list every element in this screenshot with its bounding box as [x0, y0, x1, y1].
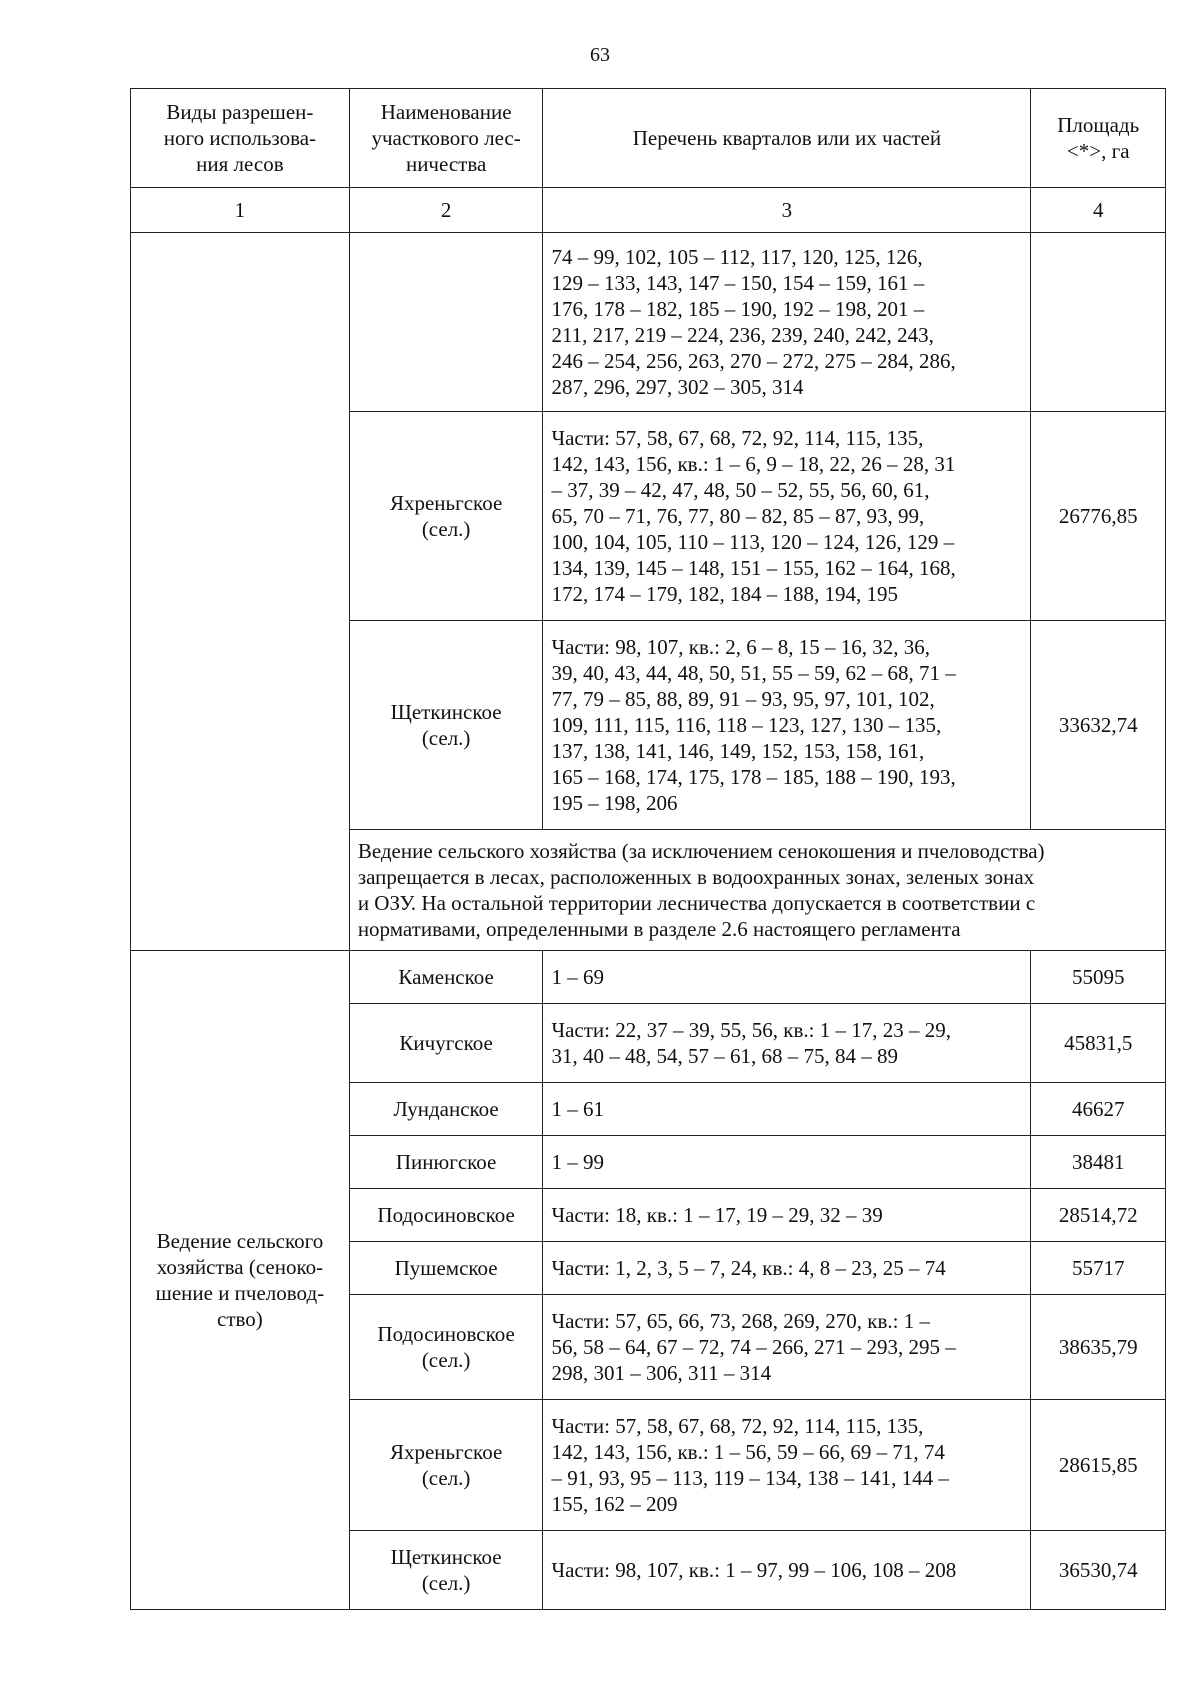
quarter-list-line: 142, 143, 156, кв.: 1 – 56, 59 – 66, 69 – 71, 74 — [551, 1440, 945, 1464]
usage-type-cell — [131, 233, 350, 951]
header-quarter-list — [543, 89, 1031, 188]
usage-note-line: нормативами, определенными в разделе 2.6 настоящего регламента — [357, 917, 961, 941]
header-quarter-list-line: Перечень кварталов или их частей — [632, 126, 942, 150]
header-area-line: Площадь — [1057, 113, 1140, 137]
quarter-list — [543, 412, 1031, 621]
area-value-line: 36530,74 — [1058, 1558, 1138, 1582]
column-number-2 — [349, 188, 543, 233]
area-value — [1031, 1400, 1166, 1531]
quarter-list-line: Части: 1, 2, 3, 5 – 7, 24, кв.: 4, 8 – 23, 25 – 74 — [551, 1256, 946, 1280]
forestry-name — [349, 1189, 543, 1242]
area-value — [1031, 233, 1166, 412]
column-number-2-line: 2 — [440, 198, 452, 222]
forestry-name — [349, 621, 543, 830]
forestry-name-line: (сел.) — [421, 1348, 471, 1372]
quarter-list-line: 176, 178 – 182, 185 – 190, 192 – 198, 201 – — [551, 297, 925, 321]
forestry-name — [349, 1400, 543, 1531]
header-usage-type-line: Виды разрешен- — [166, 100, 314, 124]
header-usage-type — [131, 89, 350, 188]
area-value — [1031, 1242, 1166, 1295]
usage-note-line: и ОЗУ. На остальной территории лесничества допускается в соответствии с — [357, 891, 1036, 915]
forestry-name-line: Яхреньгское — [389, 1440, 503, 1464]
regulation-table — [130, 88, 1166, 1610]
quarter-list — [543, 1189, 1031, 1242]
quarter-list — [543, 1004, 1031, 1083]
forestry-name — [349, 233, 543, 412]
usage-type-cell — [131, 951, 350, 1610]
area-value-line: 33632,74 — [1058, 713, 1138, 737]
forestry-name — [349, 1136, 543, 1189]
area-value — [1031, 951, 1166, 1004]
page-number: 63 — [590, 44, 610, 66]
forestry-name-line: Пинюгское — [395, 1150, 497, 1174]
area-value — [1031, 621, 1166, 830]
quarter-list-line: Части: 57, 58, 67, 68, 72, 92, 114, 115, 135, — [551, 426, 924, 450]
area-value — [1031, 1136, 1166, 1189]
quarter-list-line: 134, 139, 145 – 148, 151 – 155, 162 – 164, 168, — [551, 556, 956, 580]
quarter-list-line: – 91, 93, 95 – 113, 119 – 134, 138 – 141, 144 – — [551, 1466, 949, 1490]
quarter-list — [543, 1136, 1031, 1189]
quarter-list-line: 1 – 69 — [551, 965, 604, 989]
quarter-list-line: 1 – 61 — [551, 1097, 604, 1121]
area-value — [1031, 1531, 1166, 1610]
usage-note-line: запрещается в лесах, расположенных в водоохранных зонах, зеленых зонах — [357, 865, 1035, 889]
area-value-line: 38481 — [1071, 1150, 1125, 1174]
column-number-1 — [131, 188, 350, 233]
forestry-name-line: Кичугское — [399, 1031, 493, 1055]
column-number-1-line: 1 — [234, 198, 246, 222]
quarter-list-line: 109, 111, 115, 116, 118 – 123, 127, 130 – 135, — [551, 713, 942, 737]
forestry-name — [349, 1083, 543, 1136]
forestry-name-line: Щеткинское — [390, 1545, 502, 1569]
quarter-list-line: 31, 40 – 48, 54, 57 – 61, 68 – 75, 84 – 89 — [551, 1044, 898, 1068]
forestry-name-line: Яхреньгское — [389, 491, 503, 515]
quarter-list-line: Части: 98, 107, кв.: 2, 6 – 8, 15 – 16, 32, 36, — [551, 635, 930, 659]
usage-note-line: Ведение сельского хозяйства (за исключением сенокошения и пчеловодства) — [357, 839, 1045, 863]
header-forestry-name-line: Наименование — [380, 100, 512, 124]
header-forestry-name-line: ничества — [405, 152, 487, 176]
quarter-list-line: 142, 143, 156, кв.: 1 – 6, 9 – 18, 22, 26 – 28, 31 — [551, 452, 956, 476]
area-value-line: 46627 — [1071, 1097, 1125, 1121]
quarter-list-line: 246 – 254, 256, 263, 270 – 272, 275 – 284, 286, — [551, 349, 956, 373]
quarter-list — [543, 1531, 1031, 1610]
quarter-list-line: Части: 57, 58, 67, 68, 72, 92, 114, 115, 135, — [551, 1414, 924, 1438]
forestry-name-line: Щеткинское — [390, 700, 502, 724]
quarter-list-line: 77, 79 – 85, 88, 89, 91 – 93, 95, 97, 101, 102, — [551, 687, 935, 711]
header-forestry-name-line: участкового лес- — [371, 126, 521, 150]
usage-type-cell-line: хозяйства (сеноко- — [156, 1255, 324, 1279]
quarter-list-line: Части: 98, 107, кв.: 1 – 97, 99 – 106, 108 – 208 — [551, 1558, 957, 1582]
column-number-row — [131, 188, 1166, 233]
area-value — [1031, 1295, 1166, 1400]
quarter-list — [543, 1083, 1031, 1136]
quarter-list-line: – 37, 39 – 42, 47, 48, 50 – 52, 55, 56, 60, 61, — [551, 478, 930, 502]
table-row — [131, 233, 1166, 412]
quarter-list-line: 165 – 168, 174, 175, 178 – 185, 188 – 190, 193, — [551, 765, 956, 789]
area-value-line: 26776,85 — [1058, 504, 1138, 528]
forestry-name — [349, 951, 543, 1004]
area-value — [1031, 412, 1166, 621]
quarter-list-line: Части: 57, 65, 66, 73, 268, 269, 270, кв.: 1 – — [551, 1309, 930, 1333]
forestry-name — [349, 1242, 543, 1295]
quarter-list-line: Части: 18, кв.: 1 – 17, 19 – 29, 32 – 39 — [551, 1203, 883, 1227]
forestry-name-line: Лунданское — [393, 1097, 499, 1121]
area-value-line: 55717 — [1071, 1256, 1125, 1280]
usage-type-cell-line: ство) — [217, 1307, 263, 1331]
quarter-list-line: 1 – 99 — [551, 1150, 604, 1174]
quarter-list — [543, 233, 1031, 412]
quarter-list-line: 287, 296, 297, 302 – 305, 314 — [551, 375, 804, 399]
usage-note — [349, 830, 1165, 951]
area-value — [1031, 1189, 1166, 1242]
area-value — [1031, 1083, 1166, 1136]
usage-type-cell-line: шение и пчеловод- — [155, 1281, 325, 1305]
forestry-name — [349, 1004, 543, 1083]
forestry-name-line: (сел.) — [421, 1466, 471, 1490]
area-value-line: 28514,72 — [1058, 1203, 1138, 1227]
usage-type-cell-line: Ведение сельского — [156, 1229, 324, 1253]
area-value — [1031, 1004, 1166, 1083]
area-value-line: 55095 — [1071, 965, 1125, 989]
quarter-list — [543, 951, 1031, 1004]
header-usage-type-line: ния лесов — [196, 152, 284, 176]
quarter-list-line: 211, 217, 219 – 224, 236, 239, 240, 242, 243, — [551, 323, 934, 347]
header-forestry-name — [349, 89, 543, 188]
forestry-name-line: Пушемское — [394, 1256, 498, 1280]
header-row — [131, 89, 1166, 188]
forestry-name-line: (сел.) — [421, 726, 471, 750]
quarter-list — [543, 1242, 1031, 1295]
quarter-list-line: 172, 174 – 179, 182, 184 – 188, 194, 195 — [551, 582, 898, 606]
quarter-list-line: 129 – 133, 143, 147 – 150, 154 – 159, 161 – — [551, 271, 925, 295]
quarter-list-line: 195 – 198, 206 — [551, 791, 678, 815]
forestry-name — [349, 1531, 543, 1610]
area-value-line: 45831,5 — [1064, 1031, 1133, 1055]
column-number-4 — [1031, 188, 1166, 233]
quarter-list-line: 74 – 99, 102, 105 – 112, 117, 120, 125, 126, — [551, 245, 923, 269]
forestry-name-line: Каменское — [398, 965, 494, 989]
forestry-name-line: (сел.) — [421, 517, 471, 541]
column-number-4-line: 4 — [1092, 198, 1104, 222]
quarter-list-line: Части: 22, 37 – 39, 55, 56, кв.: 1 – 17, 23 – 29, — [551, 1018, 951, 1042]
quarter-list-line: 56, 58 – 64, 67 – 72, 74 – 266, 271 – 293, 295 – — [551, 1335, 956, 1359]
quarter-list-line: 137, 138, 141, 146, 149, 152, 153, 158, 161, — [551, 739, 925, 763]
quarter-list-line: 65, 70 – 71, 76, 77, 80 – 82, 85 – 87, 93, 99, — [551, 504, 925, 528]
forestry-name-line: Подосиновское — [377, 1203, 515, 1227]
area-value-line: 38635,79 — [1058, 1335, 1138, 1359]
header-area — [1031, 89, 1166, 188]
table-row — [131, 951, 1166, 1004]
area-value-line: 28615,85 — [1058, 1453, 1138, 1477]
forestry-name-line: Подосиновское — [377, 1322, 515, 1346]
quarter-list-line: 39, 40, 43, 44, 48, 50, 51, 55 – 59, 62 – 68, 71 – — [551, 661, 956, 685]
forestry-name — [349, 412, 543, 621]
column-number-3-line: 3 — [781, 198, 793, 222]
quarter-list — [543, 1400, 1031, 1531]
header-usage-type-line: ного использова- — [163, 126, 317, 150]
quarter-list — [543, 1295, 1031, 1400]
forestry-name-line: (сел.) — [421, 1571, 471, 1595]
quarter-list-line: 100, 104, 105, 110 – 113, 120 – 124, 126, 129 – — [551, 530, 955, 554]
quarter-list — [543, 621, 1031, 830]
header-area-line: <*>, га — [1066, 139, 1130, 163]
column-number-3 — [543, 188, 1031, 233]
forestry-name — [349, 1295, 543, 1400]
quarter-list-line: 298, 301 – 306, 311 – 314 — [551, 1361, 772, 1385]
quarter-list-line: 155, 162 – 209 — [551, 1492, 678, 1516]
